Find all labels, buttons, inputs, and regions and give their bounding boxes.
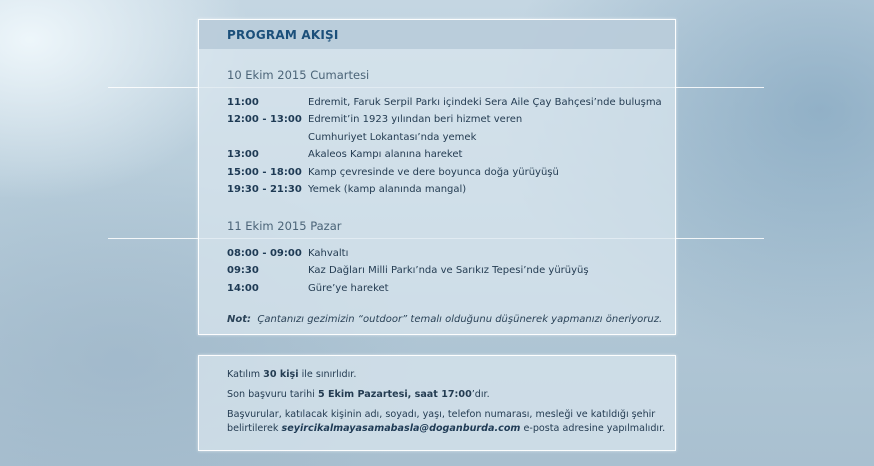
application-text bbox=[227, 408, 675, 436]
schedule-desc: Kamp çevresinde ve dere boyunca doğa yürüyüşü bbox=[308, 166, 559, 178]
day-1-title: 10 Ekim 2015 Cumartesi bbox=[227, 68, 370, 82]
application-line-1: Başvurular, katılacak kişinin adı, soyadı, yaşı, telefon numarası, mesleği ve katıldığı şehir bbox=[227, 409, 656, 420]
schedule-desc: Güre’ye hareket bbox=[308, 282, 389, 294]
schedule-time: 13:00 bbox=[227, 149, 259, 161]
schedule-row bbox=[227, 111, 665, 128]
deadline-date: 5 Ekim Pazartesi, saat 17:00 bbox=[317, 389, 472, 400]
capacity-count: 30 kişi bbox=[263, 369, 299, 380]
email-link[interactable]: seyircikalmayasamabasla@doganburda.com bbox=[281, 423, 521, 434]
program-card bbox=[198, 19, 676, 335]
schedule-time bbox=[227, 129, 308, 146]
schedule-time: 15:00 - 18:00 bbox=[227, 166, 302, 178]
note-text: Çantanızı gezimizin “outdoor” temalı olduğunu düşünerek yapmanızı öneriyoruz. bbox=[257, 314, 663, 325]
schedule-desc: Edremit’in 1923 yılından beri hizmet veren bbox=[308, 114, 523, 126]
schedule-time: 08:00 - 09:00 bbox=[227, 248, 302, 259]
deadline-suffix: ’dır. bbox=[471, 389, 490, 400]
day-1-schedule bbox=[227, 94, 665, 198]
schedule-desc: Akaleos Kampı alanına hareket bbox=[308, 149, 463, 161]
schedule-row bbox=[227, 146, 665, 163]
capacity-suffix: ile sınırlıdır. bbox=[298, 369, 357, 380]
schedule-time: 11:00 bbox=[227, 97, 259, 108]
schedule-desc: Kahvaltı bbox=[308, 248, 349, 259]
program-note bbox=[227, 314, 662, 325]
schedule-desc: Cumhuriyet Lokantası’nda yemek bbox=[308, 131, 477, 143]
program-header bbox=[199, 20, 675, 49]
schedule-row bbox=[227, 262, 665, 279]
schedule-desc: Kaz Dağları Milli Parkı’nda ve Sarıkız Tepesi’nde yürüyüş bbox=[308, 265, 589, 277]
deadline-text bbox=[227, 388, 675, 402]
info-card bbox=[198, 355, 676, 451]
schedule-time: 19:30 - 21:30 bbox=[227, 184, 302, 196]
schedule-time: 12:00 - 13:00 bbox=[227, 114, 302, 126]
schedule-row bbox=[227, 181, 665, 198]
program-title: PROGRAM AKIŞI bbox=[227, 27, 339, 42]
note-label: Not: bbox=[227, 314, 252, 325]
schedule-row bbox=[227, 164, 665, 181]
schedule-time: 14:00 bbox=[227, 282, 259, 294]
schedule-desc: Yemek (kamp alanında mangal) bbox=[308, 184, 467, 196]
application-suffix: e-posta adresine yapılmalıdır. bbox=[520, 423, 666, 434]
schedule-time: 09:30 bbox=[227, 265, 259, 277]
day-2-schedule bbox=[227, 245, 665, 297]
capacity-text bbox=[227, 368, 675, 382]
schedule-row bbox=[227, 245, 665, 262]
capacity-prefix: Katılım bbox=[227, 369, 264, 380]
application-prefix: belirtilerek bbox=[227, 423, 282, 434]
day-2-title: 11 Ekim 2015 Pazar bbox=[227, 219, 342, 233]
schedule-row bbox=[227, 129, 665, 146]
deadline-prefix: Son başvuru tarihi bbox=[227, 389, 318, 400]
schedule-row bbox=[227, 94, 665, 111]
schedule-desc: Edremit, Faruk Serpil Parkı içindeki Sera Aile Çay Bahçesi’nde buluşma bbox=[308, 97, 662, 108]
schedule-row bbox=[227, 280, 665, 297]
